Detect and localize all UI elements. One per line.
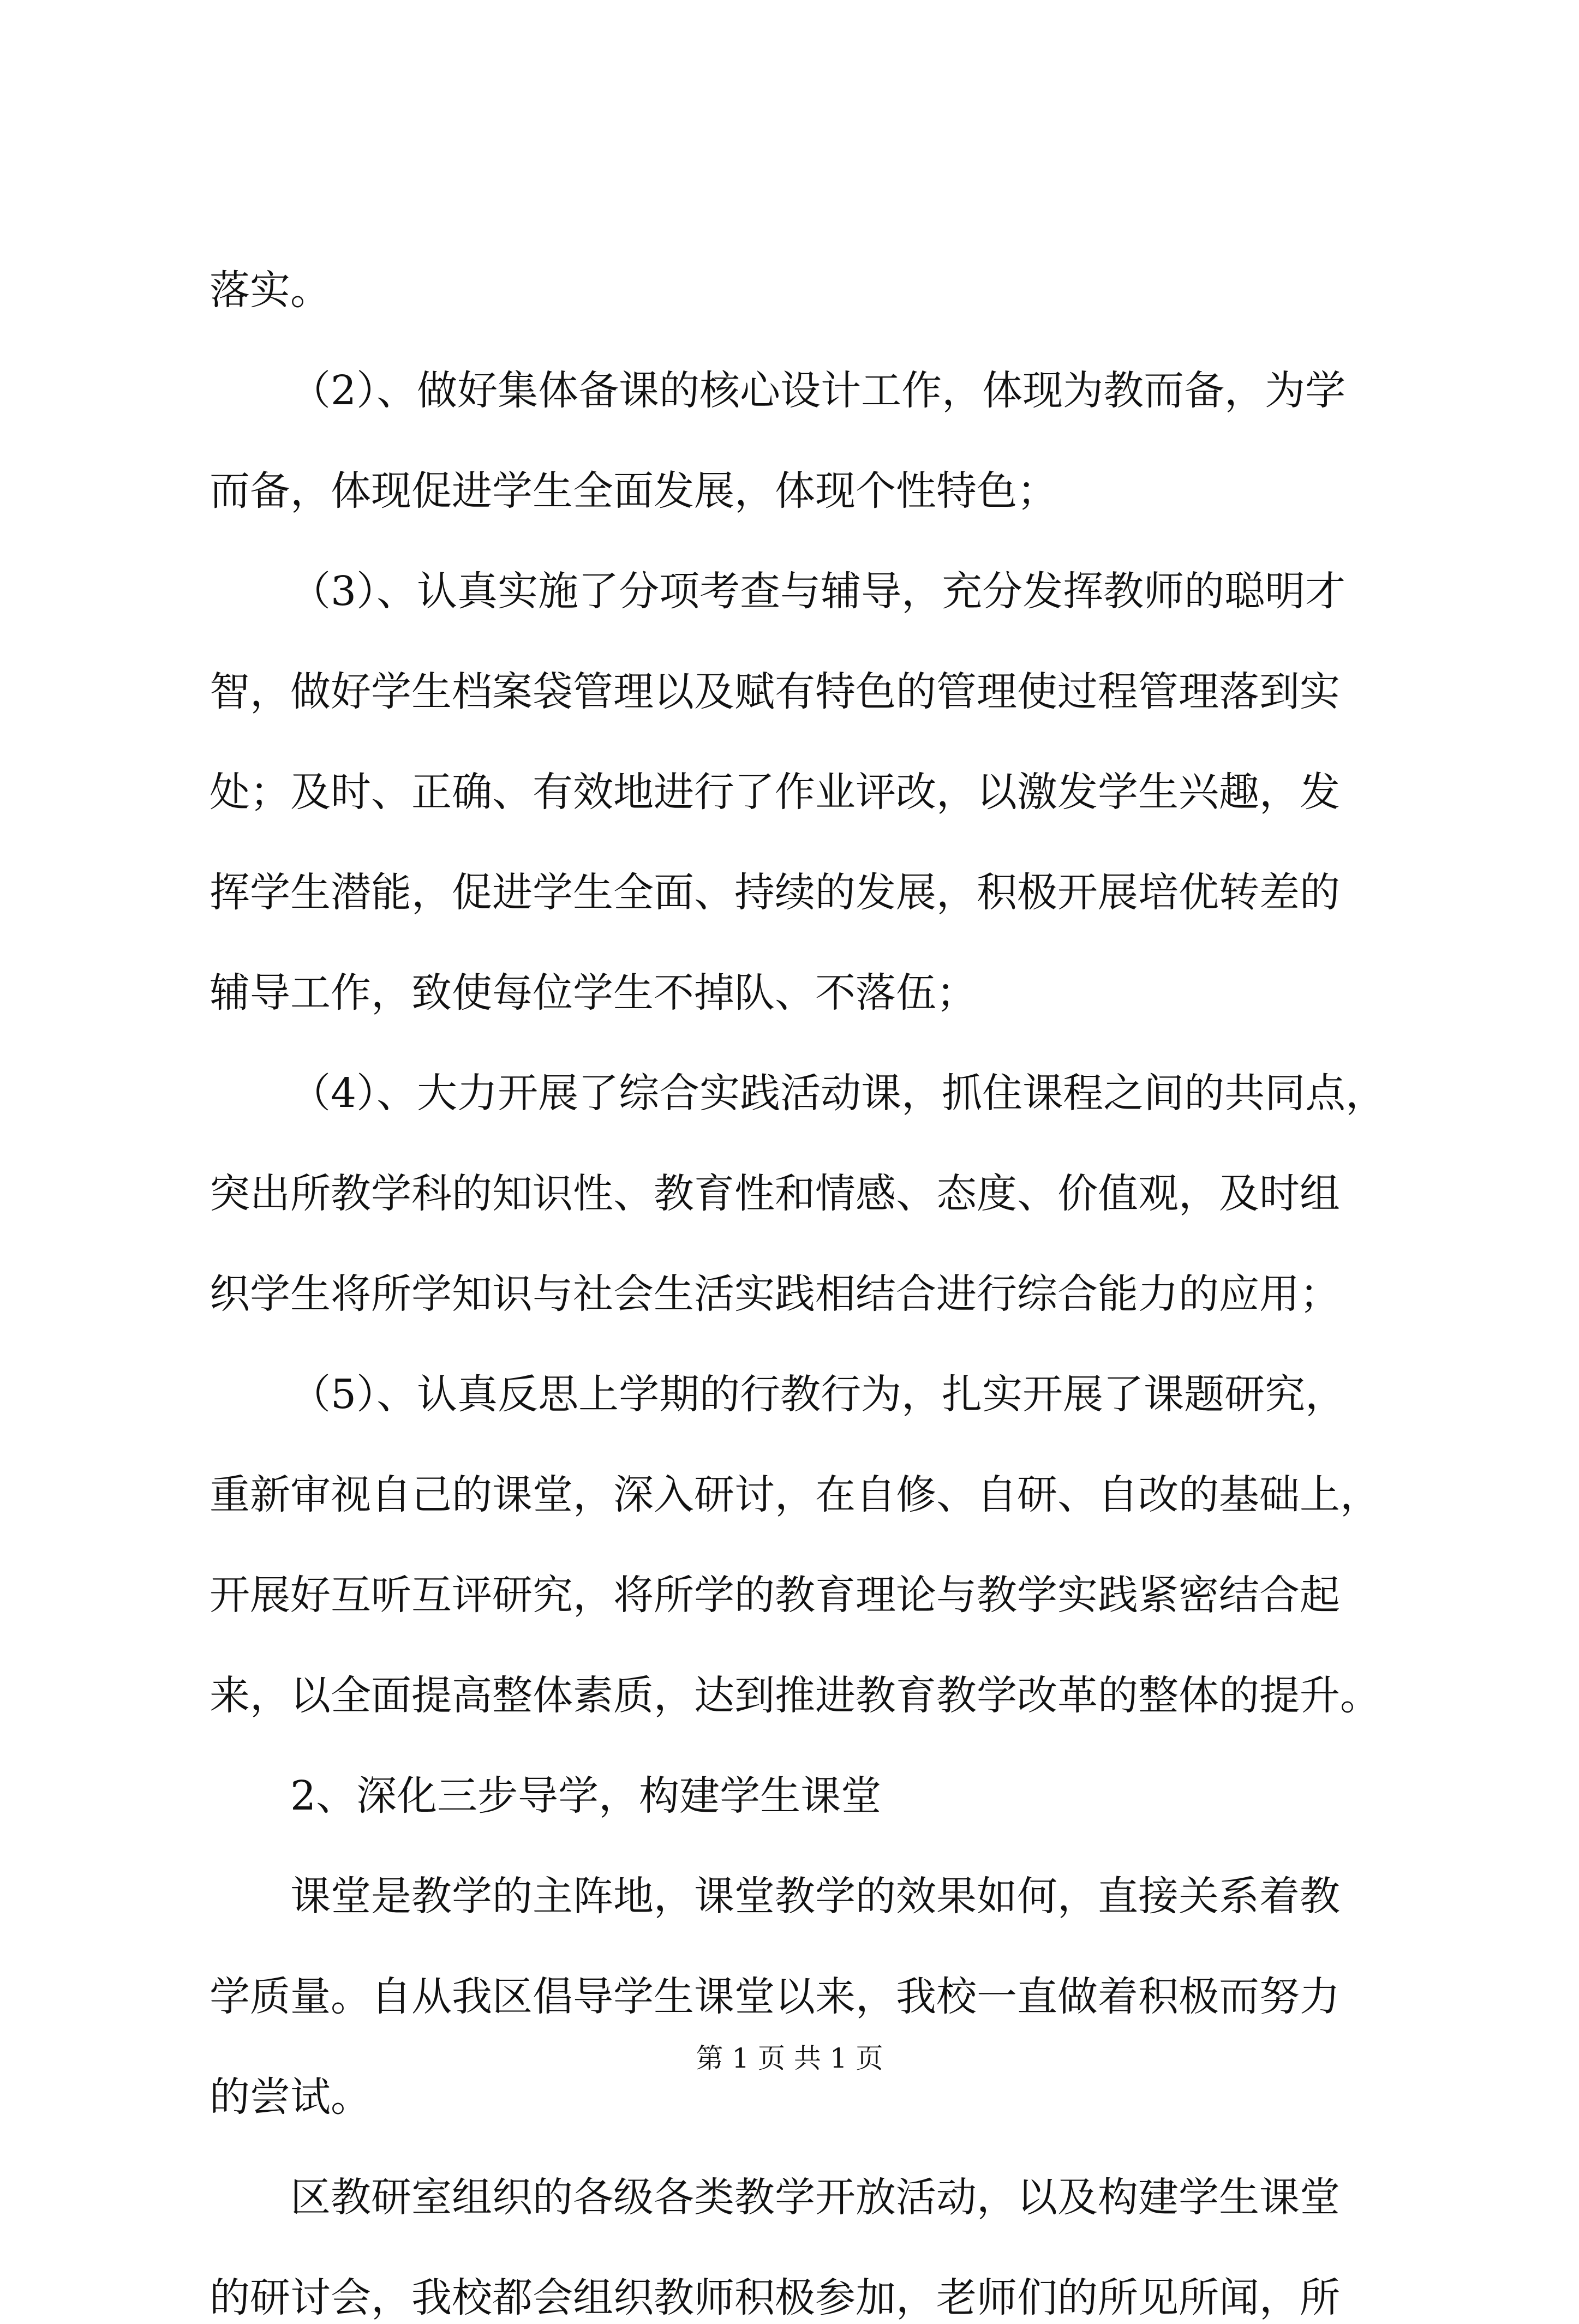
page-number-footer: 第 1 页 共 1 页: [696, 2043, 883, 2074]
text-line-15: 来，以全面提高整体素质，达到推进教育教学改革的整体的提升。: [210, 1672, 1380, 1719]
text-line-20: 区教研室组织的各级各类教学开放活动，以及构建学生课堂: [290, 2174, 1340, 2221]
text-line-18: 学质量。自从我区倡导学生课堂以来，我校一直做着积极而努力: [210, 1973, 1340, 2020]
text-line-7: 挥学生潜能，促进学生全面、持续的发展，积极开展培优转差的: [210, 869, 1340, 916]
text-line-3: 而备，体现促进学生全面发展，体现个性特色；: [210, 468, 1057, 514]
section-heading: 2、深化三步导学，构建学生课堂: [290, 1772, 882, 1819]
text-line-11: 织学生将所学知识与社会生活实践相结合进行综合能力的应用；: [210, 1271, 1340, 1317]
text-line-9: （4）、大力开展了综合实践活动课，抓住课程之间的共同点，: [290, 1070, 1386, 1117]
text-line-13: 重新审视自己的课堂，深入研讨，在自修、自研、自改的基础上，: [210, 1471, 1380, 1518]
text-line-21: 的研讨会，我校都会组织教师积极参加，老师们的所见所闻，所: [210, 2274, 1340, 2321]
text-line-1: 落实。: [210, 267, 331, 314]
text-line-5: 智，做好学生档案袋管理以及赋有特色的管理使过程管理落到实: [210, 668, 1340, 715]
text-line-17: 课堂是教学的主阵地，课堂教学的效果如何，直接关系着教: [290, 1873, 1340, 1920]
text-line-2: （2）、做好集体备课的核心设计工作，体现为教而备，为学: [290, 367, 1346, 414]
text-line-8: 辅导工作，致使每位学生不掉队、不落伍；: [210, 969, 977, 1016]
text-line-4: （3）、认真实施了分项考查与辅导，充分发挥教师的聪明才: [290, 568, 1346, 615]
text-line-6: 处；及时、正确、有效地进行了作业评改，以激发学生兴趣，发: [210, 769, 1340, 816]
text-line-19: 的尝试。: [210, 2074, 371, 2121]
text-line-12: （5）、认真反思上学期的行教行为，扎实开展了课题研究，: [290, 1371, 1346, 1418]
text-line-14: 开展好互听互评研究，将所学的教育理论与教学实践紧密结合起: [210, 1572, 1340, 1619]
text-line-10: 突出所教学科的知识性、教育性和情感、态度、价值观，及时组: [210, 1170, 1340, 1217]
